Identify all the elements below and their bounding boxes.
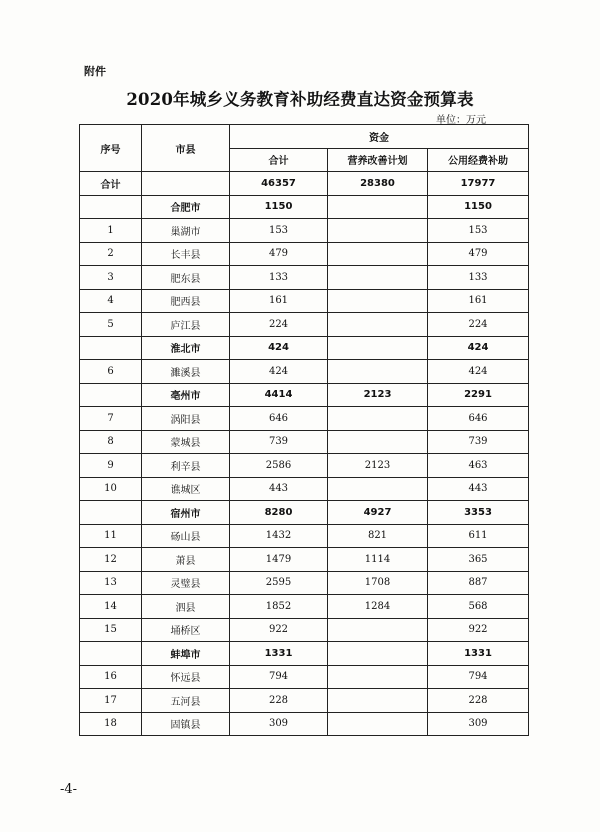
cell-public-funds: 922 [428,618,529,642]
cell-total: 424 [230,360,328,384]
cell-nutrition: 2123 [328,454,428,478]
cell-total: 133 [230,266,328,290]
cell-city: 濉溪县 [142,360,230,384]
cell-city: 萧县 [142,548,230,572]
cell-public-funds: 611 [428,524,529,548]
cell-total: 646 [230,407,328,431]
table-row [80,524,529,548]
cell-nutrition [328,336,428,360]
table-row [80,219,529,243]
cell-public-funds: 224 [428,313,529,337]
cell-nutrition [328,266,428,290]
cell-public-funds: 161 [428,289,529,313]
cell-seq: 14 [80,595,142,619]
table-row [80,195,529,219]
cell-city: 固镇县 [142,712,230,736]
table-row [80,336,529,360]
cell-public-funds: 479 [428,242,529,266]
cell-seq: 13 [80,571,142,595]
cell-public-funds: 568 [428,595,529,619]
cell-nutrition: 4927 [328,501,428,525]
cell-total: 8280 [230,501,328,525]
attachment-label: 附件 [84,65,106,78]
cell-city: 亳州市 [142,383,230,407]
cell-total: 1432 [230,524,328,548]
table-row [80,571,529,595]
header-nutrition: 营养改善计划 [328,148,428,172]
table-body [80,172,529,736]
cell-total: 2586 [230,454,328,478]
cell-city: 谯城区 [142,477,230,501]
cell-city [142,172,230,196]
header-funds: 资金 [230,125,529,149]
cell-total: 224 [230,313,328,337]
cell-total: 443 [230,477,328,501]
cell-city: 灵璧县 [142,571,230,595]
cell-total: 1331 [230,642,328,666]
cell-public-funds: 646 [428,407,529,431]
cell-seq: 15 [80,618,142,642]
cell-seq [80,501,142,525]
table-row [80,477,529,501]
cell-public-funds: 133 [428,266,529,290]
cell-seq: 9 [80,454,142,478]
cell-seq: 3 [80,266,142,290]
cell-total: 922 [230,618,328,642]
cell-seq: 7 [80,407,142,431]
cell-city: 宿州市 [142,501,230,525]
cell-nutrition: 2123 [328,383,428,407]
cell-total: 161 [230,289,328,313]
cell-nutrition [328,289,428,313]
cell-total: 46357 [230,172,328,196]
table-row [80,242,529,266]
cell-public-funds: 3353 [428,501,529,525]
page-number: -4- [60,782,78,797]
cell-public-funds: 365 [428,548,529,572]
cell-city: 肥东县 [142,266,230,290]
table-row [80,689,529,713]
cell-nutrition: 1114 [328,548,428,572]
table-row [80,289,529,313]
cell-city: 砀山县 [142,524,230,548]
table-row [80,548,529,572]
table-row [80,430,529,454]
cell-nutrition [328,642,428,666]
cell-seq: 4 [80,289,142,313]
cell-seq [80,642,142,666]
cell-total: 228 [230,689,328,713]
cell-seq [80,336,142,360]
table-row [80,712,529,736]
cell-city: 巢湖市 [142,219,230,243]
header-seq: 序号 [80,125,142,172]
cell-public-funds: 794 [428,665,529,689]
cell-city: 怀远县 [142,665,230,689]
table-row [80,407,529,431]
cell-total: 309 [230,712,328,736]
cell-total: 2595 [230,571,328,595]
header-total: 合计 [230,148,328,172]
table-row [80,383,529,407]
cell-nutrition [328,219,428,243]
cell-nutrition: 821 [328,524,428,548]
cell-total: 794 [230,665,328,689]
cell-nutrition [328,407,428,431]
cell-city: 蒙城县 [142,430,230,454]
cell-city: 肥西县 [142,289,230,313]
cell-nutrition [328,477,428,501]
cell-city: 庐江县 [142,313,230,337]
table-row [80,595,529,619]
cell-total: 1150 [230,195,328,219]
cell-total: 1479 [230,548,328,572]
cell-seq: 1 [80,219,142,243]
table-row [80,266,529,290]
cell-city: 蚌埠市 [142,642,230,666]
cell-total: 153 [230,219,328,243]
cell-city: 埇桥区 [142,618,230,642]
cell-seq: 10 [80,477,142,501]
cell-public-funds: 309 [428,712,529,736]
cell-public-funds: 153 [428,219,529,243]
budget-table [79,124,529,736]
cell-nutrition [328,665,428,689]
cell-public-funds: 424 [428,360,529,384]
cell-total: 739 [230,430,328,454]
cell-seq: 5 [80,313,142,337]
cell-nutrition [328,360,428,384]
cell-nutrition: 1708 [328,571,428,595]
cell-total: 479 [230,242,328,266]
cell-city: 涡阳县 [142,407,230,431]
header-public-funds: 公用经费补助 [428,148,529,172]
cell-city: 合肥市 [142,195,230,219]
cell-seq: 11 [80,524,142,548]
table-row [80,665,529,689]
header-city: 市县 [142,125,230,172]
cell-seq: 合计 [80,172,142,196]
cell-total: 1852 [230,595,328,619]
unit-label: 单位：万元 [436,115,486,126]
cell-seq: 12 [80,548,142,572]
cell-public-funds: 424 [428,336,529,360]
cell-nutrition [328,313,428,337]
cell-city: 泗县 [142,595,230,619]
table-row [80,360,529,384]
table-row [80,313,529,337]
cell-seq: 6 [80,360,142,384]
table-row [80,618,529,642]
table-row [80,501,529,525]
cell-seq: 18 [80,712,142,736]
cell-seq: 16 [80,665,142,689]
table-row [80,642,529,666]
cell-nutrition: 1284 [328,595,428,619]
page-title: 2020年城乡义务教育补助经费直达资金预算表 [126,90,474,109]
table-row [80,454,529,478]
table-row [80,172,529,196]
cell-public-funds: 1150 [428,195,529,219]
cell-public-funds: 17977 [428,172,529,196]
cell-seq: 8 [80,430,142,454]
cell-seq [80,383,142,407]
cell-city: 利辛县 [142,454,230,478]
cell-public-funds: 463 [428,454,529,478]
cell-public-funds: 887 [428,571,529,595]
cell-total: 424 [230,336,328,360]
cell-public-funds: 443 [428,477,529,501]
cell-total: 4414 [230,383,328,407]
cell-city: 长丰县 [142,242,230,266]
cell-public-funds: 739 [428,430,529,454]
cell-public-funds: 1331 [428,642,529,666]
cell-nutrition [328,618,428,642]
cell-seq: 17 [80,689,142,713]
cell-nutrition [328,712,428,736]
cell-seq: 2 [80,242,142,266]
cell-nutrition [328,195,428,219]
cell-seq [80,195,142,219]
cell-city: 五河县 [142,689,230,713]
cell-nutrition [328,430,428,454]
cell-nutrition [328,242,428,266]
cell-public-funds: 2291 [428,383,529,407]
cell-nutrition: 28380 [328,172,428,196]
cell-nutrition [328,689,428,713]
cell-public-funds: 228 [428,689,529,713]
cell-city: 淮北市 [142,336,230,360]
